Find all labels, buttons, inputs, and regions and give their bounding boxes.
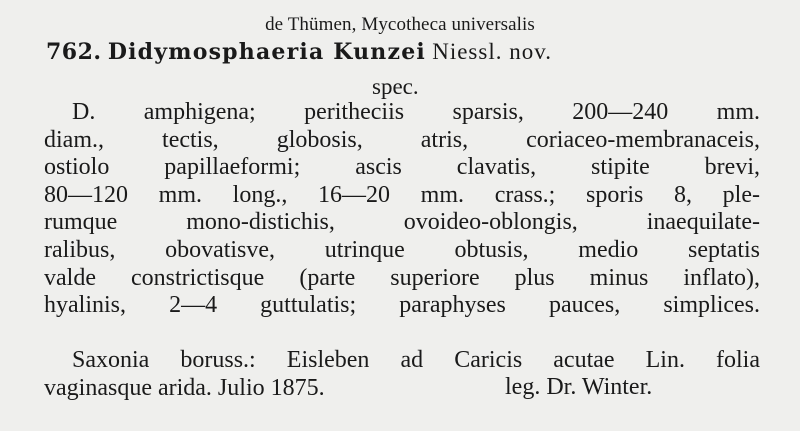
description-line: rumque mono-distichis, ovoideo-oblongis, inaequilate- [44,209,760,236]
locality-block [44,347,760,402]
locality-line: vaginasque arida. Julio 1875. [44,374,325,401]
species-name: Didymosphaeria Kunzei [107,39,426,65]
species-author-continuation: spec. [372,74,419,99]
description-line: D. amphigena; peritheciis sparsis, 200—240 mm. [72,99,760,125]
species-author: Niessl. nov. [432,39,552,64]
description-line: 80—120 mm. long., 16—20 mm. crass.; sporis 8, ple- [44,181,760,208]
specimen-number: 762. [46,39,102,65]
specimen-title [46,38,552,66]
locality-line: Saxonia boruss.: Eisleben ad Caricis acutae Lin. folia [72,347,760,373]
description-line: valde constrictisque (parte superiore plus minus inflato), [44,264,760,291]
description-block [44,99,760,320]
description-line: hyalinis, 2—4 guttulatis; paraphyses pauces, simplices. [44,292,760,319]
description-line: ostiolo papillaeformi; ascis clavatis, stipite brevi, [44,154,760,181]
description-line: ralibus, obovatisve, utrinque obtusis, medio septatis [44,236,760,263]
collector-credit: leg. Dr. Winter. [505,374,653,400]
description-line: diam., tectis, globosis, atris, coriaceo-membranaceis, [44,126,760,153]
series-header: de Thümen, Mycotheca universalis [265,14,535,35]
